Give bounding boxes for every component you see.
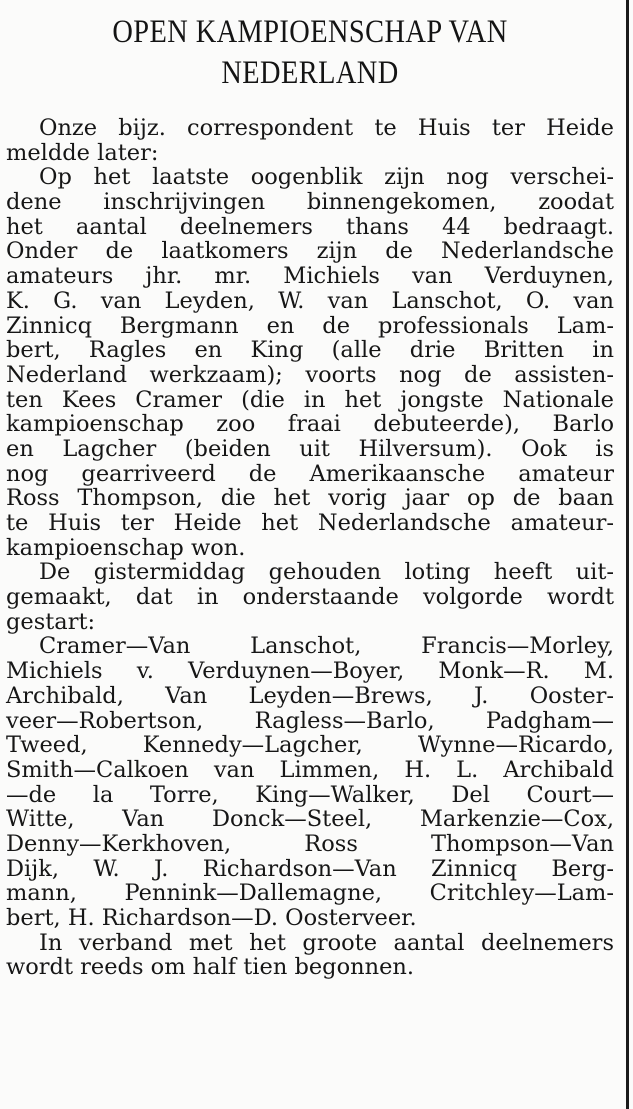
text-line: Op het laatste oogenblik zijn nog verschei- <box>39 164 614 191</box>
headline-line-1: OPEN KAMPIOENSCHAP VAN <box>112 14 508 50</box>
text-line: Witte, Van Donck—Steel, Markenzie—Cox, <box>6 806 614 833</box>
text-line: Zinnicq Bergmann en de professionals Lam- <box>6 312 614 339</box>
text-line: In verband met het groote aantal deelnemers <box>39 929 614 956</box>
headline-line-2: NEDERLAND <box>221 55 399 91</box>
article-body <box>6 116 614 980</box>
text-line: kampioenschap won. <box>6 534 246 561</box>
text-line: nog gearriveerd de Amerikaansche amateur <box>6 460 614 487</box>
text-line: amateurs jhr. mr. Michiels van Verduynen, <box>6 263 614 290</box>
text-line: te Huis ter Heide het Nederlandsche amateur- <box>6 510 614 536</box>
text-line: bert, Ragles en King (alle drie Britten in <box>6 337 614 364</box>
text-line: Nederland werkzaam); voorts nog de assisten- <box>6 361 614 388</box>
text-line: meldde later: <box>6 139 159 166</box>
text-line: De gistermiddag gehouden loting heeft uit- <box>39 559 614 586</box>
text-line: dene inschrijvingen binnengekomen, zoodat <box>6 189 614 216</box>
text-line: Denny—Kerkhoven, Ross Thompson—Van <box>6 830 614 857</box>
text-line: Michiels v. Verduynen—Boyer, Monk—R. M. <box>6 658 614 685</box>
text-line: Archibald, Van Leyden—Brews, J. Ooster- <box>6 682 614 709</box>
text-line: kampioenschap zoo fraai debuteerde), Barlo <box>6 411 614 438</box>
text-line: het aantal deelnemers thans 44 bedraagt. <box>6 213 614 240</box>
text-line: gestart: <box>6 608 96 635</box>
text-line: en Lagcher (beiden uit Hilversum). Ook is <box>6 435 614 462</box>
text-line: wordt reeds om half tien begonnen. <box>6 954 415 981</box>
text-line: Cramer—Van Lanschot, Francis—Morley, <box>39 633 614 660</box>
text-line: mann, Pennink—Dallemagne, Critchley—Lam- <box>6 880 614 907</box>
text-line: ten Kees Cramer (die in het jongste Nationale <box>6 386 614 413</box>
text-line: —de la Torre, King—Walker, Del Court— <box>6 781 614 808</box>
text-line: Dijk, W. J. Richardson—Van Zinnicq Berg- <box>6 855 614 882</box>
text-line: Smith—Calkoen van Limmen, H. L. Archibald <box>6 756 614 783</box>
column-rule <box>626 0 629 1109</box>
text-line: Ross Thompson, die het vorig jaar op de baan <box>6 485 614 512</box>
text-line: veer—Robertson, Ragless—Barlo, Padgham— <box>6 707 614 734</box>
text-line: Onder de laatkomers zijn de Nederlandsche <box>6 238 614 265</box>
text-line: bert, H. Richardson—D. Oosterveer. <box>6 905 417 931</box>
text-line: K. G. van Leyden, W. van Lanschot, O. van <box>6 287 614 314</box>
text-line: Tweed, Kennedy—Lagcher, Wynne—Ricardo, <box>6 732 614 759</box>
text-line: gemaakt, dat in onderstaande volgorde wordt <box>6 584 614 611</box>
text-line: Onze bijz. correspondent te Huis ter Heide <box>39 115 614 141</box>
